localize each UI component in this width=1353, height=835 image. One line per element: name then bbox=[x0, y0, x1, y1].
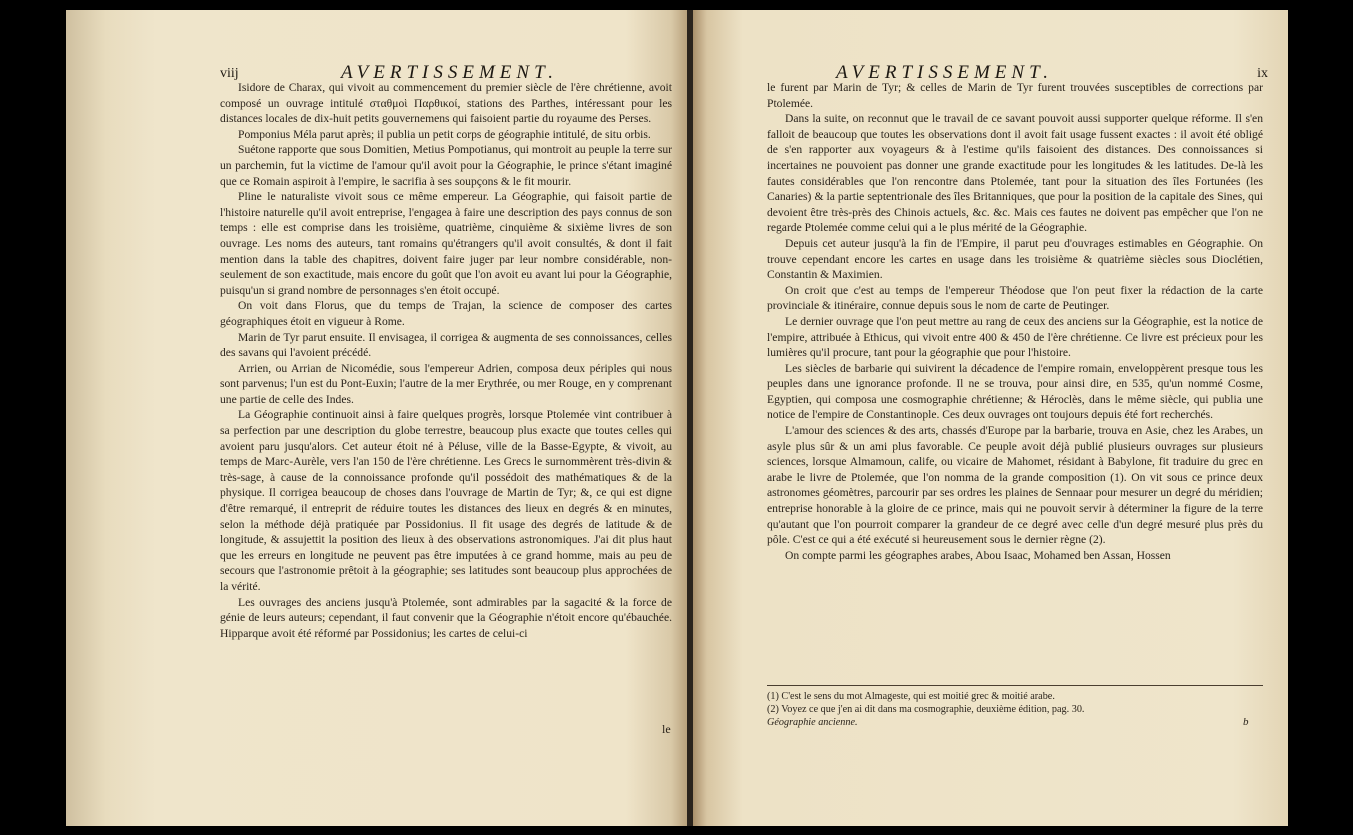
paragraph: On voit dans Florus, que du temps de Trajan, la science de composer des cartes géographiques étoit en vigueur à Rome. bbox=[220, 299, 672, 328]
footnote: (2) Voyez ce que j'en ai dit dans ma cosmographie, deuxième édition, pag. 30. bbox=[767, 704, 1085, 715]
footnote: (1) C'est le sens du mot Almageste, qui est moitié grec & moitié arabe. bbox=[767, 691, 1055, 702]
paragraph: Pline le naturaliste vivoit sous ce même empereur. La Géographie, qui faisoit partie de l'histoire naturelle qu'il avoit entreprise, l'engagea à faire une description des pays connus de son temps : elle est comprise dans les troisième, quatrième, cinquième & sixième livres de son ouvrage. Les noms des auteurs, tant romains qu'étrangers qu'il avoit consultés, & dont il fait mention dans la table des chapitres, doivent faire juger par leur nombre considérable, non-seulement de son exactitude, mais encore du goût que l'on avoit eu avant lui pour la Géographie, puisqu'un si grand nombre de personnages s'en étoit occupé. bbox=[220, 190, 672, 297]
footnote: Géographie ancienne. bbox=[767, 717, 858, 728]
page-number: ix bbox=[1257, 66, 1268, 81]
paragraph: Pomponius Méla parut après; il publia un petit corps de géographie intitulé, de situ orbis. bbox=[238, 127, 651, 141]
paragraph: Dans la suite, on reconnut que le travail de ce savant pouvoit aussi supporter quelque réforme. Il s'en falloit de beaucoup que toutes les observations dont il avoit fait usage fussent exactes : il avoit été obligé de s'en rapporter aux voyageurs & à l'estime qu'ils faisoient des distances. Des connoissances si incertaines ne pouvoient pas donner une grande exactitude pour les longitudes & les latitudes. De-là les fautes considérables que l'on rencontre dans Ptolemée, tant pour la situation des îles Fortunées (les Canaries) & la partie septentrionale des îles Britanniques, que pour la position de la capitale des Sines, qui devoient être très-près des Chinois actuels, &c. &c. Mais ces fautes ne doivent pas empêcher que l'on ne regarde Ptolemée comme celui qui a le plus mérité de la Géographie. bbox=[767, 112, 1263, 235]
paragraph: On compte parmi les géographes arabes, Abou Isaac, Mohamed ben Assan, Hossen bbox=[785, 548, 1171, 562]
paragraph: Les siècles de barbarie qui suivirent la décadence de l'empire romain, enveloppèrent presque tous les peuples dans une ignorance profonde. Il ne se trouva, pour ainsi dire, en 535, qu'un nommé Cosme, Egyptien, qui composa une cosmographie chrétienne; & Héroclès, dans le même siècle, qui publia une notice de l'empire de Constantinople. Ces deux ouvrages ont toujours depuis été fort recherchés. bbox=[767, 361, 1263, 422]
paragraph: L'amour des sciences & des arts, chassés d'Europe par la barbarie, trouva en Asie, chez les Arabes, un asyle plus sûr & un ami plus favorable. Ce peuple avoit déjà publié plusieurs ouvrages sur plusieurs sciences, lorsque Almamoun, calife, ou vicaire de Mahomet, résidant à Babylone, fit traduire du grec en arabe le livre de Ptolemée, que l'on nomma de la grande composition (1). On vit sous ce prince deux astronomes géomètres, parcourir par ses ordres les plaines de Sennaar pour mesurer un degré du méridien; entreprise honorable à la gloire de ce prince, mais qui ne pouvoit servir à déterminer la figure de la terre qu'autant que l'on pourroit comparer la grandeur de ce degré avec celle d'un degré mesuré plus près du pôle. C'est ce qui a été exécuté si heureusement sous le dernier règne (2). bbox=[767, 424, 1263, 547]
running-title: AVERTISSEMENT. bbox=[836, 62, 1053, 83]
paragraph: Suétone rapporte que sous Domitien, Metius Pompotianus, qui montroit au peuple la terre sur un parchemin, fut la victime de l'amour qu'il avoit pour la Géographie, le prince s'étant imaginé que ce Romain aspiroit à l'empire, le sacrifia à ses soupçons & le fit mourir. bbox=[220, 143, 672, 188]
footnote-rule bbox=[767, 685, 1263, 686]
running-title: AVERTISSEMENT. bbox=[341, 62, 558, 83]
catchword: le bbox=[662, 722, 671, 736]
paragraph: Marin de Tyr parut ensuite. Il envisagea, il corrigea & augmenta de ses connoissances, celles des savans qui l'avoient précédé. bbox=[220, 330, 672, 360]
paragraph: Les ouvrages des anciens jusqu'à Ptolemée, sont admirables par la sagacité & la force de génie de leurs auteurs; cependant, il faut convenir que la Géographie n'étoit encore qu'ébauchée. Hipparque avoit été réformé par Possidonius; les cartes de celui-ci bbox=[220, 595, 672, 640]
paragraph: le furent par Marin de Tyr; & celles de Marin de Tyr furent trouvées susceptibles de corrections par Ptolemée. bbox=[767, 81, 1263, 110]
body-text bbox=[220, 80, 672, 641]
paragraph: Le dernier ouvrage que l'on peut mettre au rang de ceux des anciens sur la Géographie, est la notice de l'empire, attribuée à Ethicus, qui vivoit entre 400 & 450 de l'ère chrétienne. Ce livre est précieux pour les lumières qu'il procure, tant pour la géographie que pour l'histoire. bbox=[767, 314, 1263, 360]
left-page bbox=[66, 10, 687, 826]
signature-mark: b bbox=[1243, 716, 1249, 728]
body-text bbox=[767, 80, 1263, 563]
paragraph: Isidore de Charax, qui vivoit au commencement du premier siècle de l'ère chrétienne, avoit composé un ouvrage intitulé σταθμοὶ Παρθικοί, stations des Parthes, intéressant pour les distances locales de dix-huit petits gouvernemens qui faisoient partie du royaume des Perses. bbox=[220, 81, 672, 126]
book-spread bbox=[66, 10, 1288, 826]
paragraph: On croit que c'est au temps de l'empereur Théodose que l'on peut fixer la rédaction de la carte provinciale & itinéraire, connue depuis sous le nom de carte de Peutinger. bbox=[767, 283, 1263, 313]
page-number: viij bbox=[220, 66, 239, 81]
paragraph: Depuis cet auteur jusqu'à la fin de l'Empire, il parut peu d'ouvrages estimables en Géographie. On trouve cependant encore les cartes en usage dans les troisième & quatrième siècles sous Dioclétien, Constantin & Maximien. bbox=[767, 236, 1263, 282]
paragraph: Arrien, ou Arrian de Nicomédie, sous l'empereur Adrien, composa deux périples qui nous sont parvenus; l'un est du Pont-Euxin; l'autre de la mer Erythrée, ou mer Rouge, en y comprenant une partie de celle des Indes. bbox=[220, 361, 672, 406]
footnotes bbox=[767, 690, 1263, 729]
paragraph: La Géographie continuoit ainsi à faire quelques progrès, lorsque Ptolemée vint contribuer à sa perfection par une description du globe terrestre, beaucoup plus exacte que toutes celles qui avoient paru jusqu'alors. Cet auteur étoit né à Péluse, ville de la Basse-Egypte, & vivoit, au temps de Marc-Aurèle, vers l'an 150 de l'ère chrétienne. Les Grecs le surnommèrent très-divin & très-sage, à cause de la connoissance profonde qu'il possédoit des mathématiques & de la physique. Il corrigea beaucoup de choses dans l'ouvrage de Martin de Tyr; &, ce qui est digne d'être remarqué, il entreprit de réduire toutes les distances des lieux en degrés & en minutes, selon la méthode déjà pratiquée par Possidonius. Il fit usage des degrés de latitude & de longitude, & assujettit la position des lieux à des observations astronomiques. J'ai dit plus haut que les erreurs en longitude ne peuvent pas être imputées à ce grand homme, mais au peu de secours que l'astronomie prêtoit à la géographie; ses latitudes sont beaucoup plus approchées de la vérité. bbox=[220, 408, 672, 593]
right-page bbox=[693, 10, 1288, 826]
